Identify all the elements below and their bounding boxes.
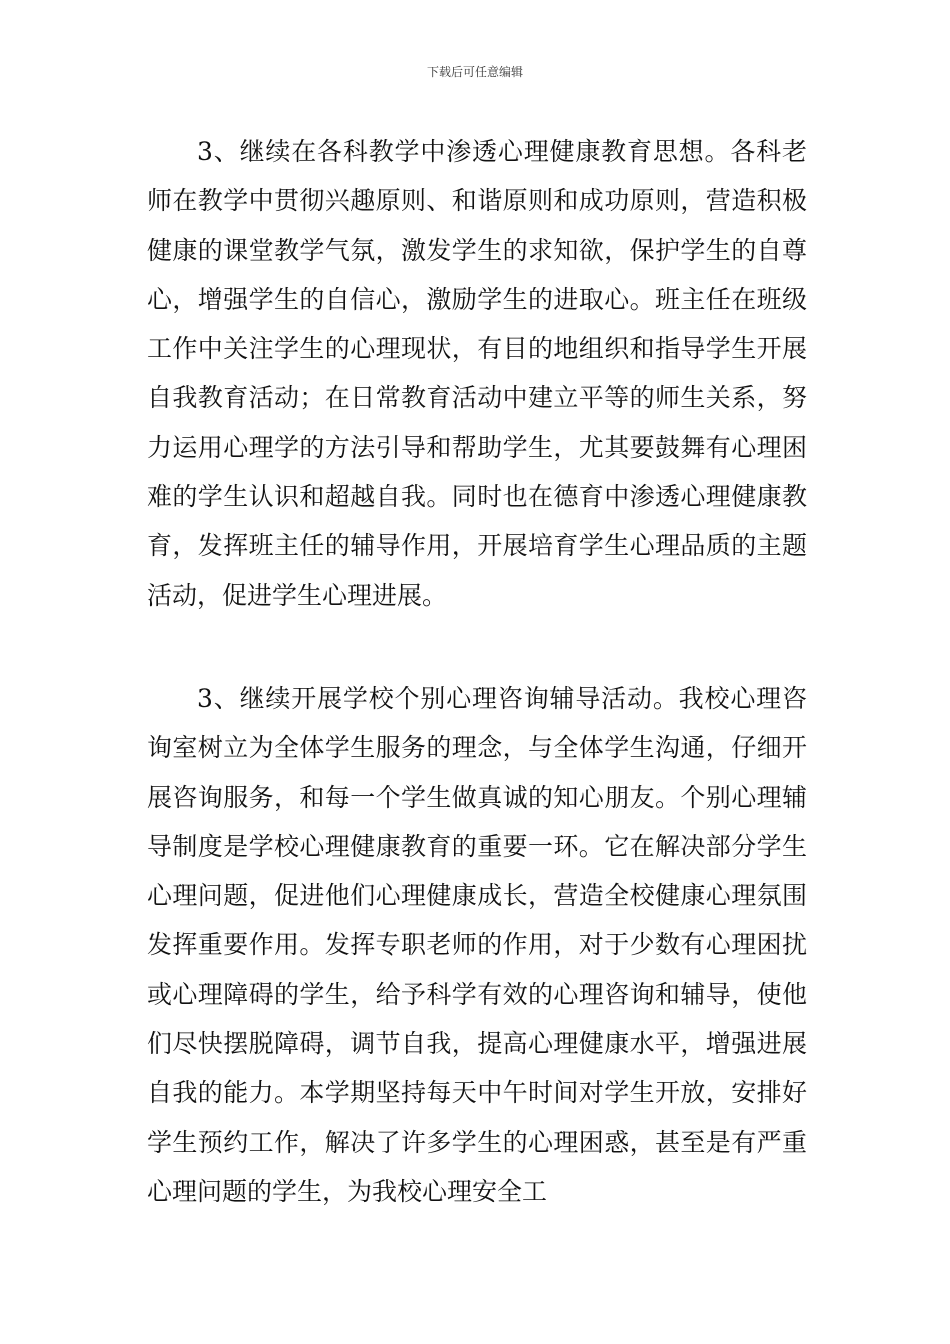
paragraph-1: 3、继续在各科教学中渗透心理健康教育思想。各科老师在教学中贯彻兴趣原则、和谐原则和成功原则，营造积极健康的课堂教学气氛，激发学生的求知欲，保护学生的自尊心，增强学生的自信心，激励学生的进取心。班主任在班级工作中关注学生的心理现状，有目的地组织和指导学生开展自我教育活动；在日常教育活动中建立平等的师生关系，努力运用心理学的方法引导和帮助学生，尤其要鼓舞有心理困难的学生认识和超越自我。同时也在德育中渗透心理健康教育，发挥班主任的辅导作用，开展培育学生心理品质的主题活动，促进学生心理进展。: [147, 137, 807, 610]
paragraph-2: 3、继续开展学校个别心理咨询辅导活动。我校心理咨询室树立为全体学生服务的理念，与全体学生沟通，仔细开展咨询服务，和每一个学生做真诚的知心朋友。个别心理辅导制度是学校心理健康教育的重要一环。它在解决部分学生心理问题，促进他们心理健康成长，营造全校健康心理氛围发挥重要作用。发挥专职老师的作用，对于少数有心理困扰或心理障碍的学生，给予科学有效的心理咨询和辅导，使他们尽快摆脱障碍，调节自我，提高心理健康水平，增强进展自我的能力。本学期坚持每天中午时间对学生开放，安排好学生预约工作，解决了许多学生的心理困惑，甚至是有严重心理问题的学生，为我校心理安全工: [147, 684, 807, 1206]
page-header: 下载后可任意编辑: [426, 65, 523, 79]
